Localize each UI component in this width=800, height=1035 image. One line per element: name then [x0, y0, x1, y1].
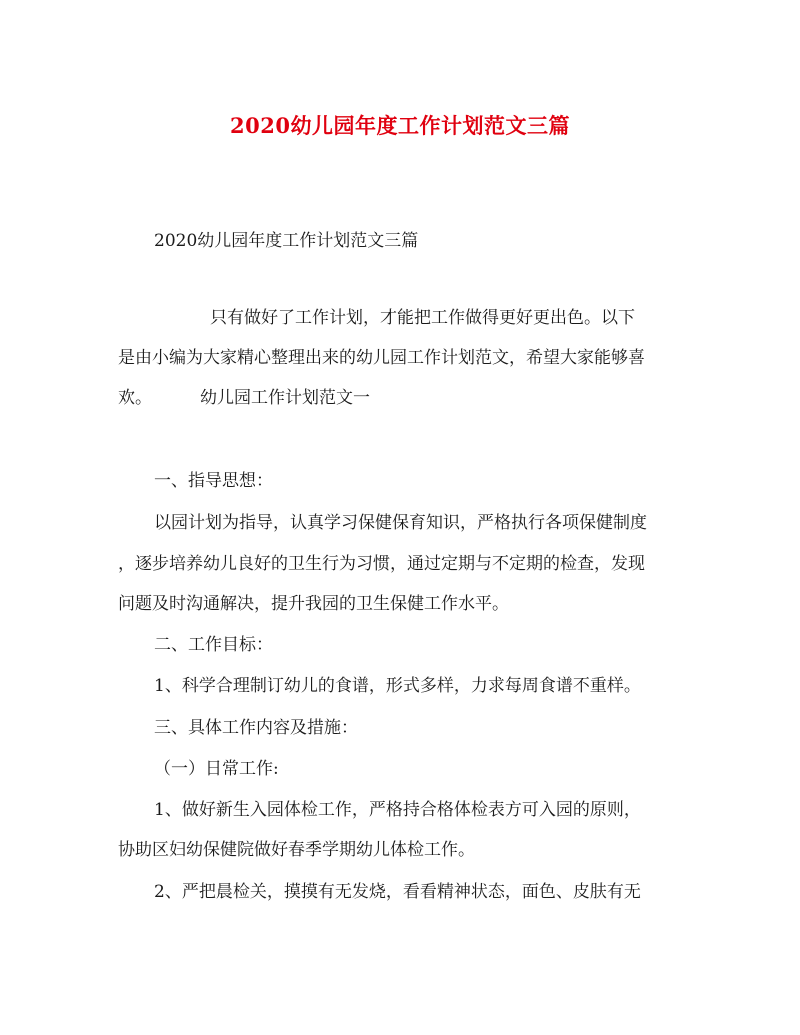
- intro-line-3a: 欢。: [118, 388, 152, 408]
- section-2-item-1: 1、科学合理制订幼儿的食谱，形式多样，力求每周食谱不重样。: [154, 676, 641, 696]
- document-subtitle: 2020幼儿园年度工作计划范文三篇: [154, 231, 419, 251]
- document-title: 2020幼儿园年度工作计划范文三篇: [230, 113, 570, 138]
- section-3-heading: 三、具体工作内容及措施：: [154, 718, 358, 738]
- section-3-item-2-line-1: 2、严把晨检关，摸摸有无发烧，看看精神状态，面色、皮肤有无: [154, 882, 641, 902]
- section-2-heading: 二、工作目标：: [154, 635, 273, 655]
- section-1-line-2: ，逐步培养幼儿良好的卫生行为习惯，通过定期与不定期的检查，发现: [118, 554, 645, 574]
- section-1-line-3: 问题及时沟通解决，提升我园的卫生保健工作水平。: [118, 594, 509, 614]
- section-1-line-1: 以园计划为指导，认真学习保健保育知识，严格执行各项保健制度: [154, 513, 647, 533]
- intro-line-2: 是由小编为大家精心整理出来的幼儿园工作计划范文，希望大家能够喜: [118, 348, 645, 368]
- section-3-item-1-line-2: 协助区妇幼保健院做好春季学期幼儿体检工作。: [118, 840, 475, 860]
- intro-line-3b: 幼儿园工作计划范文一: [200, 388, 370, 408]
- intro-line-1: 只有做好了工作计划，才能把工作做得更好更出色。以下: [210, 308, 635, 328]
- section-1-heading: 一、指导思想：: [154, 471, 273, 491]
- section-3-item-1-line-1: 1、做好新生入园体检工作，严格持合格体检表方可入园的原则，: [154, 800, 641, 820]
- section-3-sub-1: （一）日常工作:: [154, 759, 279, 779]
